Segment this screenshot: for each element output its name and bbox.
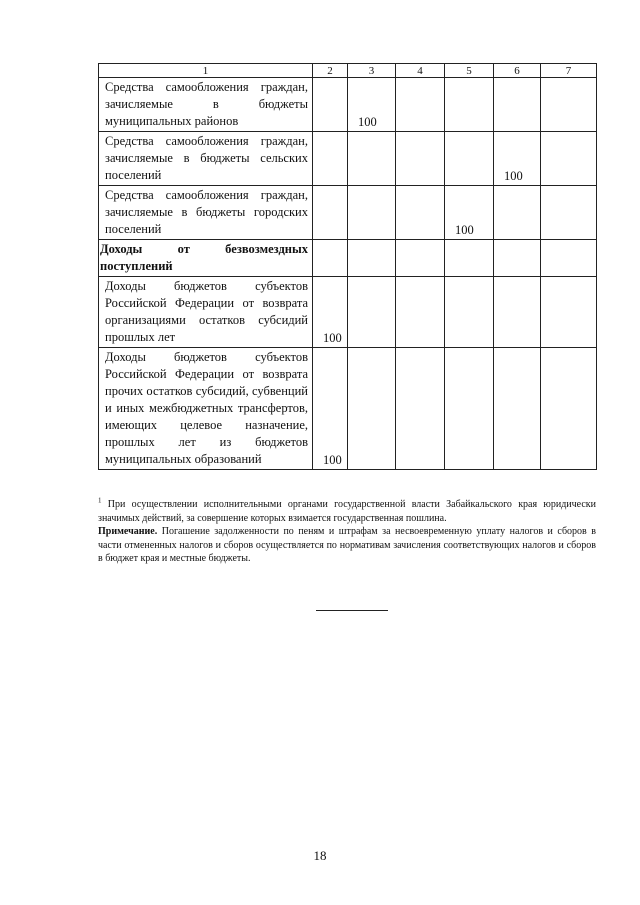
cell-value	[396, 132, 445, 186]
column-number-row	[99, 64, 597, 78]
revenue-distribution-table	[98, 63, 597, 470]
cell-value	[494, 277, 541, 348]
cell-value	[494, 78, 541, 132]
table-row	[99, 78, 597, 132]
table-row	[99, 348, 597, 470]
cell-value	[494, 348, 541, 470]
note-label: Примечание.	[98, 526, 158, 537]
cell-value	[313, 78, 348, 132]
row-label: Доходы бюджетов субъектов Российской Федерации от возврата организациями остатков субсидий прошлых лет	[99, 277, 313, 348]
cell-value	[541, 240, 597, 277]
cell-value	[541, 277, 597, 348]
cell-value	[348, 348, 396, 470]
cell-value: 100	[313, 348, 348, 470]
row-label: Средства самообложения граждан, зачисляемые в бюджеты сельских поселений	[99, 132, 313, 186]
cell-value	[445, 277, 494, 348]
table-body	[99, 64, 597, 470]
cell-value	[396, 186, 445, 240]
cell-value: 100	[313, 277, 348, 348]
cell-value	[396, 277, 445, 348]
column-number: 5	[445, 64, 494, 78]
footnote-marker: 1	[98, 496, 102, 505]
table-row	[99, 186, 597, 240]
note	[98, 525, 596, 566]
row-label: Доходы от безвозмездных поступлений	[99, 240, 313, 277]
cell-value	[445, 240, 494, 277]
column-number: 1	[99, 64, 313, 78]
cell-value	[541, 78, 597, 132]
cell-value	[313, 186, 348, 240]
cell-value	[396, 78, 445, 132]
cell-value	[445, 348, 494, 470]
cell-value	[541, 186, 597, 240]
cell-value	[541, 132, 597, 186]
column-number: 6	[494, 64, 541, 78]
cell-value	[494, 186, 541, 240]
cell-value	[348, 186, 396, 240]
footnote	[98, 498, 596, 525]
footnote-text: При осуществлении исполнительными органами государственной власти Забайкальского края юридически значимых действий, за совершение которых взимается государственная пошлина.	[98, 499, 597, 524]
cell-value: 100	[494, 132, 541, 186]
cell-value	[348, 277, 396, 348]
cell-value: 100	[445, 186, 494, 240]
cell-value	[494, 240, 541, 277]
cell-value	[445, 132, 494, 186]
cell-value	[348, 132, 396, 186]
cell-value	[396, 240, 445, 277]
table-row	[99, 132, 597, 186]
row-label: Средства самообложения граждан, зачисляемые в бюджеты муниципальных районов	[99, 78, 313, 132]
cell-value	[348, 240, 396, 277]
note-text: Погашение задолженности по пеням и штрафам за несвоевременную уплату налогов и сборов в части отмененных налогов и сборов осуществляется по нормативам зачисления соответствующих налогов и сборов в бюджет края и местные бюджеты.	[98, 526, 597, 564]
end-rule	[316, 610, 388, 611]
column-number: 7	[541, 64, 597, 78]
cell-value	[313, 132, 348, 186]
column-number: 4	[396, 64, 445, 78]
table-row	[99, 240, 597, 277]
cell-value	[313, 240, 348, 277]
row-label: Доходы бюджетов субъектов Российской Федерации от возврата прочих остатков субсидий, субвенций и иных межбюджетных трансфертов, имеющих целевое назначение, прошлых лет из бюджетов муниципальных образований	[99, 348, 313, 470]
cell-value	[445, 78, 494, 132]
cell-value	[541, 348, 597, 470]
page-number: 18	[313, 848, 327, 863]
cell-value	[396, 348, 445, 470]
cell-value: 100	[348, 78, 396, 132]
table-row	[99, 277, 597, 348]
column-number: 3	[348, 64, 396, 78]
row-label: Средства самообложения граждан, зачисляемые в бюджеты городских поселений	[99, 186, 313, 240]
column-number: 2	[313, 64, 348, 78]
footnote-block	[98, 498, 596, 566]
